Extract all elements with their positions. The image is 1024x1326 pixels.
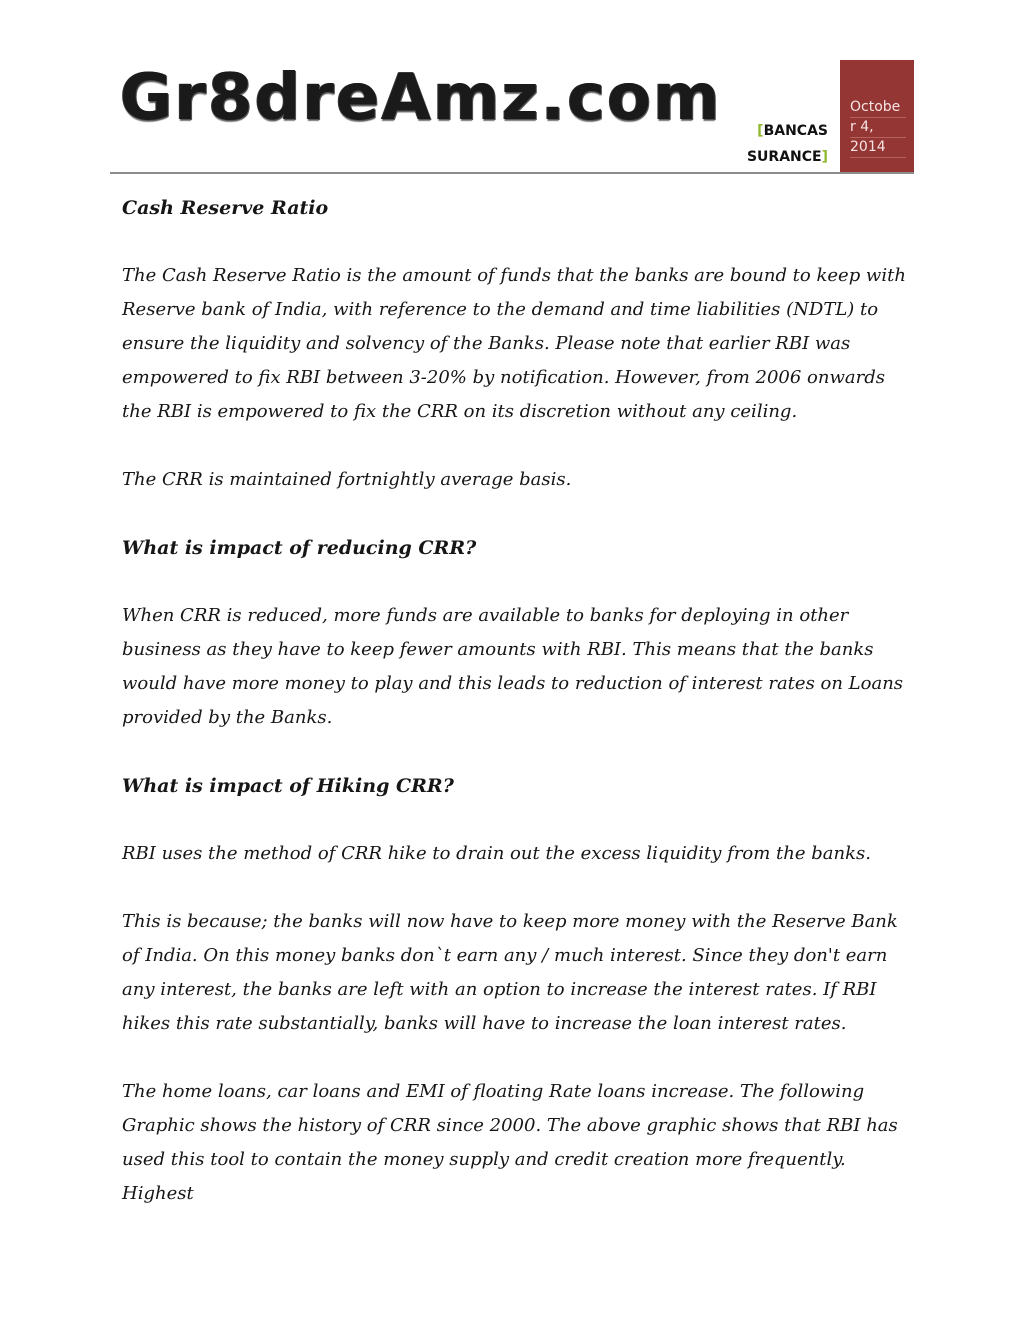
- section-close-bracket: ]: [821, 149, 828, 165]
- header-divider: [110, 172, 914, 174]
- paragraph-reducing-crr: When CRR is reduced, more funds are available to banks for deploying in other business as they have to keep fewer amounts with RBI. This means that the banks would have more money to play and this leads to reduction of interest rates on Loans provided by the Banks.: [122, 605, 904, 728]
- date-line-2: r 4,: [850, 118, 906, 138]
- paragraph-hike-method: RBI uses the method of CRR hike to drain out the excess liquidity from the banks.: [122, 843, 871, 864]
- heading-hiking-crr: What is impact of Hiking CRR?: [122, 775, 454, 797]
- section-title: [746, 118, 828, 170]
- heading-cash-reserve-ratio: Cash Reserve Ratio: [122, 197, 329, 219]
- paragraph-hike-reason: This is because; the banks will now have to keep more money with the Reserve Bank of India. On this money banks don`t earn any / much interest. Since they don't earn any interest, the banks are left with an option to increase the interest rates. If RBI hikes this rate substantially, banks will have to increase the loan interest rates.: [122, 911, 898, 1034]
- paragraph-loans-increase: The home loans, car loans and EMI of floating Rate loans increase. The following Graphic shows the history of CRR since 2000. The above graphic shows that RBI has used this tool to contain the money supply and credit creation more frequently. Highest: [122, 1081, 898, 1204]
- date-line-3: 2014: [850, 138, 906, 158]
- document-body: [122, 191, 912, 1245]
- section-title-line2: SURANCE: [746, 149, 822, 165]
- heading-reducing-crr: What is impact of reducing CRR?: [122, 537, 477, 559]
- date-box: [840, 60, 914, 174]
- page-header: [110, 60, 914, 174]
- date-line-1: Octobe: [850, 98, 906, 118]
- section-title-line1: BANCAS: [763, 123, 828, 139]
- paragraph-crr-definition: The Cash Reserve Ratio is the amount of funds that the banks are bound to keep with Reserve bank of India, with reference to the demand and time liabilities (NDTL) to ensure the liquidity and solvency of the Banks. Please note that earlier RBI was empowered to fix RBI between 3-20% by notification. However, from 2006 onwards the RBI is empowered to fix the CRR on its discretion without any ceiling.: [122, 265, 906, 422]
- site-logo: Gr8dreAmz.com: [120, 61, 722, 135]
- section-open-bracket: [: [757, 123, 764, 139]
- paragraph-crr-maintenance: The CRR is maintained fortnightly average basis.: [122, 469, 572, 490]
